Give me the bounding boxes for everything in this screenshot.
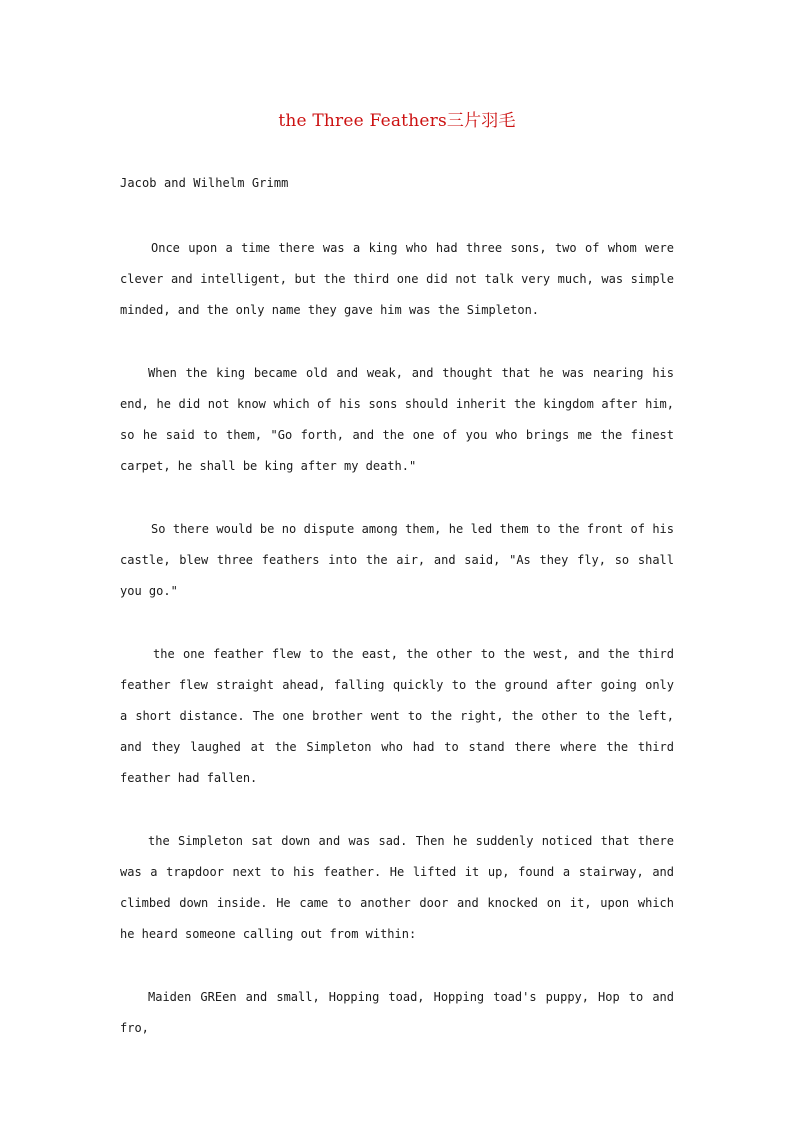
author-line: Jacob and Wilhelm Grimm — [120, 176, 289, 190]
paragraph-6: Maiden GREen and small, Hopping toad, Hopping toad's puppy, Hop to and fro, — [120, 990, 674, 1035]
paragraph-1: Once upon a time there was a king who had three sons, two of whom were clever and intelligent, but the third one did not talk very much, was simple minded, and the only name they gave him was the Simpleton. — [120, 241, 674, 317]
document-title: the Three Feathers三片羽毛 — [278, 111, 516, 131]
paragraph-4: the one feather flew to the east, the other to the west, and the third feather flew straight ahead, falling quickly to the ground after going only a short distance. The one brother went to the right, the other to the left, and they laughed at the Simpleton who had to stand there where the third feather had fallen. — [120, 647, 674, 785]
paragraph-2: When the king became old and weak, and thought that he was nearing his end, he did not know which of his sons should inherit the kingdom after him, so he said to them, "Go forth, and the one of you who brings me the finest carpet, he shall be king after my death." — [120, 366, 674, 473]
paragraph-5: the Simpleton sat down and was sad. Then he suddenly noticed that there was a trapdoor next to his feather. He lifted it up, found a stairway, and climbed down inside. He came to another door and knocked on it, upon which he heard someone calling out from within: — [120, 834, 674, 941]
paragraph-3: So there would be no dispute among them, he led them to the front of his castle, blew three feathers into the air, and said, "As they fly, so shall you go." — [120, 522, 674, 598]
